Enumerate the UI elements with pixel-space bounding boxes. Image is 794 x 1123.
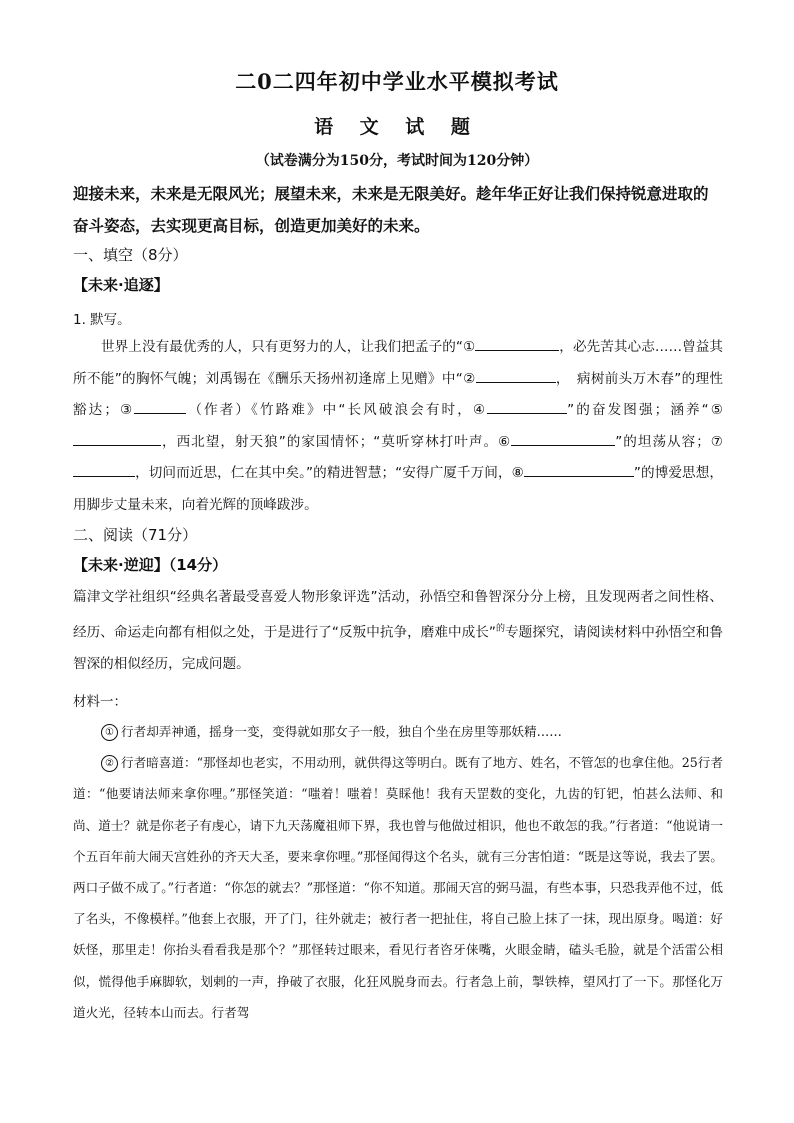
number-circle: ① xyxy=(101,724,118,741)
section1-heading: 一、填空（8分） xyxy=(73,246,188,264)
fill-text: ，切问而近思，仁在其中矣。”的精进智慧；“安得广厦千万间，⑧ xyxy=(135,465,524,482)
blank-8[interactable] xyxy=(524,462,634,477)
section2-heading: 二、阅读（71分） xyxy=(73,526,198,544)
reading-intro-text: 篇津文学社组织“经典名著最受喜爱人物形象评选”活动，孙悟空和鲁智深分分上榜，且发现两者之间性格、经历、命运走向都有相似之处，于是进行了“反叛中抗争，磨难中成长” xyxy=(73,589,723,641)
exam-note: （试卷满分为150分，考试时间为120分钟） xyxy=(255,153,539,169)
blank-3[interactable] xyxy=(134,399,186,414)
blank-4[interactable] xyxy=(487,399,567,414)
intro-paragraph: 迎接未来，未来是无限风光；展望未来，未来是无限美好。趁年华正好让我们保持锐意进取的奋斗姿态，去实现更高目标，创造更加美好的未来。 xyxy=(73,184,709,235)
blank-5[interactable] xyxy=(73,431,161,446)
fill-text: ，西北望，射天狼”的家国情怀；“莫听穿林打叶声。⑥ xyxy=(161,433,512,450)
section2-subheading-line xyxy=(73,554,723,575)
question-1-label: 1. 默写。 xyxy=(73,312,131,328)
superscript-mark: 的 xyxy=(495,623,505,634)
blank-7[interactable] xyxy=(73,462,135,477)
blank-2[interactable] xyxy=(476,368,556,383)
material-paragraph-1 xyxy=(73,716,723,747)
section1-subheading: 【未来·追逐】 xyxy=(73,276,169,294)
fill-text: （作者）《竹路难》中“长风破浪会有时，④ xyxy=(186,402,488,419)
fill-text: 世界上没有最优秀的人，只有更努力的人，让我们把孟子的“① xyxy=(101,339,476,355)
reading-intro xyxy=(73,582,723,680)
material-paragraph-2 xyxy=(73,747,723,1028)
material-text: 行者暗喜道：“那怪却也老实，不用动刑，就供得这等明白。既有了地方、姓名，不管怎的也拿住他。25行者道：“他要请法师来拿你哩。”那怪笑道：“嗤着！嗤着！莫睬他！我有天罡数的变化，九齿的钉钯，怕甚么法师、和尚、道士？就是你老子有虔心，请下九天荡魔祖师下界，我也曾与他做过相识，他也不敢怎的我。”行者道：“他说请一个五百年前大闹天宫姓孙的齐天大圣，要来拿你哩。”那怪闻得这个名头，就有三分害怕道：“既是这等说，我去了罢。两口子做不成了。”行者道：“你怎的就去？”那怪道：“你不知道。那闹天宫的弼马温，有些本事，只恐我弄他不过，低了名头，不像模样。”他套上衣服，开了门，往外就走；被行者一把扯住，将自己脸上抹了一抹，现出原身。喝道：好妖怪，那里走！你抬头看看我是那个？”那怪转过眼来，看见行者咨牙俫嘴，火眼金睛，磕头毛脸，就是个活雷公相似，慌得他手麻脚软，划剌的一声，挣破了衣服，化狂风脱身而去。行者急上前，掣铁棒，望风打了一下。那怪化万道火光，径转本山而去。行者驾 xyxy=(73,755,723,1020)
blank-1[interactable] xyxy=(475,336,559,351)
material-1-text xyxy=(73,716,723,1028)
fill-text: ， 病树前头万木春”的理性豁达；③ xyxy=(73,370,723,419)
number-circle: ② xyxy=(101,755,118,772)
fill-blank-paragraph xyxy=(73,332,723,522)
subject-title: 语 文 试 题 xyxy=(314,116,480,138)
blank-6[interactable] xyxy=(511,431,615,446)
reading-intro-text: 专题探究，请阅读材料中孙悟空和鲁智深的相似经历，完成问题。 xyxy=(73,624,723,672)
fill-text: ”的坦荡从容；⑦ xyxy=(615,433,723,450)
material-text: 行者却弄神通，摇身一变，变得就如那女子一般，独自个坐在房里等那妖精…… xyxy=(121,724,562,739)
fill-text: ，必先苦其心志……曾益其所不能”的胸怀气魄；刘禹锡在《酬乐天扬州初逢席上见赠》中“② xyxy=(73,339,723,387)
section2-subheading: 【未来·逆迎】 xyxy=(73,556,169,574)
fill-text: ”的博爱思想，用脚步丈量未来，向着光辉的顶峰跋涉。 xyxy=(73,465,723,513)
material-1-label: 材料一： xyxy=(73,694,127,710)
section2-score: （14分） xyxy=(168,556,228,574)
exam-title: 二0二四年初中学业水平模拟考试 xyxy=(235,69,559,94)
fill-text: ”的奋发图强；涵养“⑤ xyxy=(567,402,723,419)
